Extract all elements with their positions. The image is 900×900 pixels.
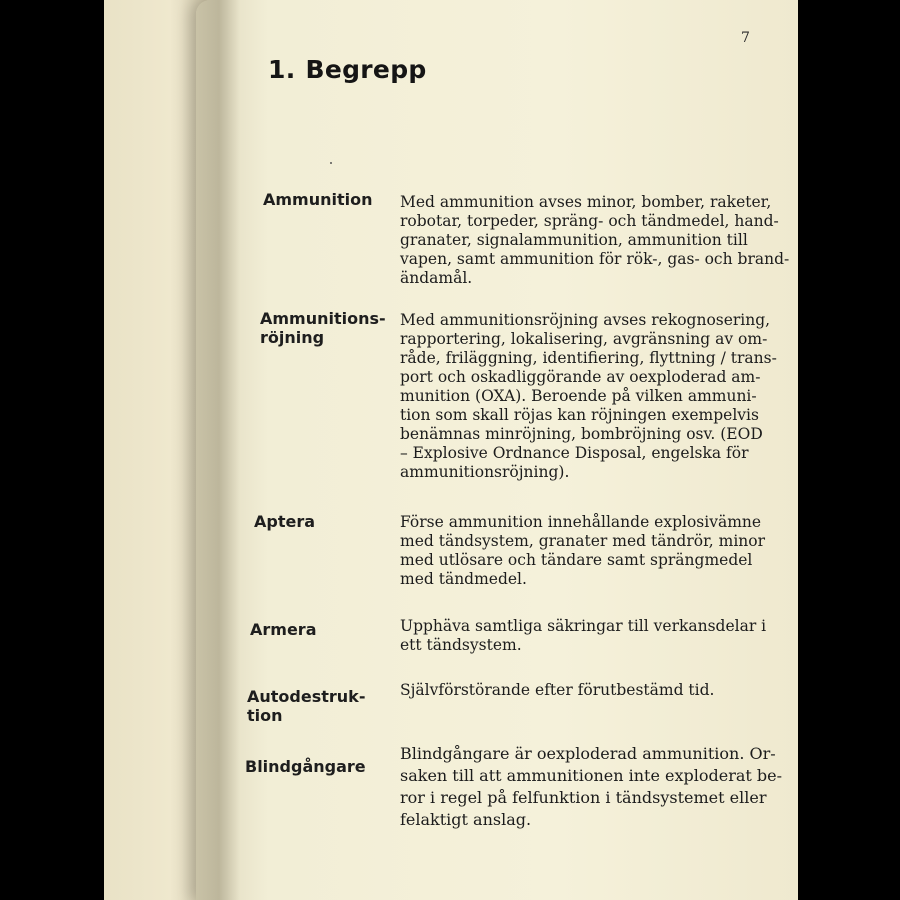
definition-blindgangare [400, 743, 785, 831]
book-gutter-shadow [170, 0, 240, 900]
chapter-title-text: Begrepp [305, 55, 427, 84]
definition-line: Självförstörande efter förutbestämd tid. [400, 681, 715, 699]
definition-line: robotar, torpeder, spräng- och tändmedel, hand- [400, 212, 779, 230]
definition-line: med utlösare och tändare samt sprängmedel [400, 551, 753, 569]
definition-armera [400, 617, 770, 655]
definition-line: ammunitionsröjning). [400, 463, 570, 481]
term-line: Armera [250, 620, 317, 639]
term-armera [250, 620, 316, 639]
definition-aptera [400, 513, 770, 589]
term-line: röjning [260, 328, 325, 347]
term-blindgangare [245, 757, 366, 776]
term-line: Blindgångare [245, 757, 366, 776]
term-line: tion [247, 706, 283, 725]
definition-line: ror i regel på felfunktion i tändsystemet eller [400, 788, 767, 807]
definition-line: munition (OXA). Beroende på vilken ammuni- [400, 387, 757, 405]
definition-line: felaktigt anslag. [400, 810, 532, 829]
term-aptera [254, 512, 315, 531]
definition-line: Med ammunitionsröjning avses rekognosering, [400, 311, 771, 329]
definition-autodestruktion [400, 681, 770, 700]
term-line: Ammunitions- [260, 309, 386, 328]
term-line: Ammunition [263, 190, 373, 209]
definition-line: port och oskadliggörande av oexploderad am- [400, 368, 761, 386]
definition-line: rapportering, lokalisering, avgränsning av om- [400, 330, 768, 348]
definition-line: med tändmedel. [400, 570, 527, 588]
chapter-title [268, 55, 427, 84]
term-autodestruktion [247, 687, 365, 725]
definition-line: med tändsystem, granater med tändrör, minor [400, 532, 766, 550]
definition-line: granater, signalammunition, ammunition till [400, 231, 748, 249]
definition-line: Upphäva samtliga säkringar till verkansdelar i [400, 617, 767, 635]
definition-line: Med ammunition avses minor, bomber, raketer, [400, 193, 772, 211]
definition-line: benämnas minröjning, bombröjning osv. (EOD [400, 425, 763, 443]
definition-ammunitionsrojning [400, 311, 777, 482]
definition-line: råde, friläggning, identifiering, flyttning / trans- [400, 349, 777, 367]
definition-line: tion som skall röjas kan röjningen exempelvis [400, 406, 759, 424]
term-line: Autodestruk- [247, 687, 366, 706]
definition-line: Förse ammunition innehållande explosivämne [400, 513, 762, 531]
definition-ammunition [400, 193, 790, 288]
definition-line: ändamål. [400, 269, 473, 287]
term-line: Aptera [254, 512, 316, 531]
definition-line: – Explosive Ordnance Disposal, engelska för [400, 444, 749, 462]
definition-line: saken till att ammunitionen inte exploderat be- [400, 766, 783, 785]
definition-line: Blindgångare är oexploderad ammunition. Or- [400, 744, 776, 763]
term-ammunition [263, 190, 373, 209]
definition-line: vapen, samt ammunition för rök-, gas- och brand- [400, 250, 790, 268]
chapter-number: 1. [268, 55, 296, 84]
page-number: 7 [741, 30, 750, 46]
print-speck [330, 162, 332, 164]
definition-line: ett tändsystem. [400, 636, 522, 654]
term-ammunitionsrojning [260, 309, 386, 347]
